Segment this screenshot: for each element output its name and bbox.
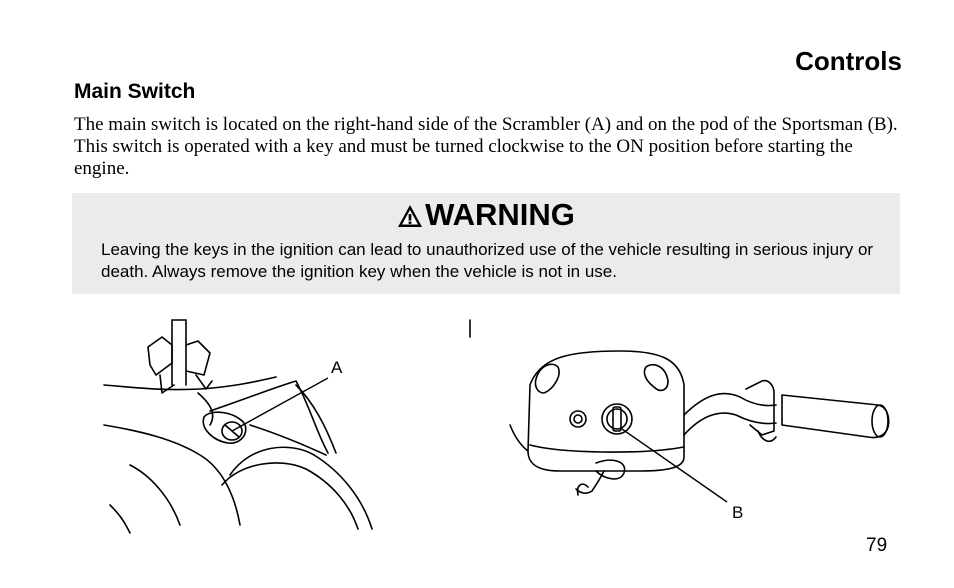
section-title: Controls bbox=[795, 46, 902, 76]
scrambler-switch-illustration bbox=[100, 315, 480, 543]
warning-title bbox=[72, 197, 900, 233]
warning-triangle-icon bbox=[397, 204, 423, 228]
warning-text: Leaving the keys in the ignition can lead to unauthorized use of the vehicle resulting in serious injury or death. Always remove the ignition key when the vehicle is not in use. bbox=[101, 240, 874, 281]
body-paragraph: The main switch is located on the right-hand side of the Scrambler (A) and on the pod of the Sportsman (B). This switch is operated with a key and must be turned clockwise to the ON position before starting the engine. bbox=[74, 114, 898, 179]
page-number: 79 bbox=[866, 535, 888, 556]
figure-label-b: B bbox=[732, 503, 744, 522]
warning-title-text: WARNING bbox=[425, 197, 575, 232]
main-switch-heading: Main Switch bbox=[74, 80, 196, 103]
sportsman-pod-illustration bbox=[500, 345, 900, 515]
leader-line-b bbox=[622, 429, 727, 502]
warning-box bbox=[72, 193, 900, 294]
figure-label-a: A bbox=[331, 358, 343, 377]
